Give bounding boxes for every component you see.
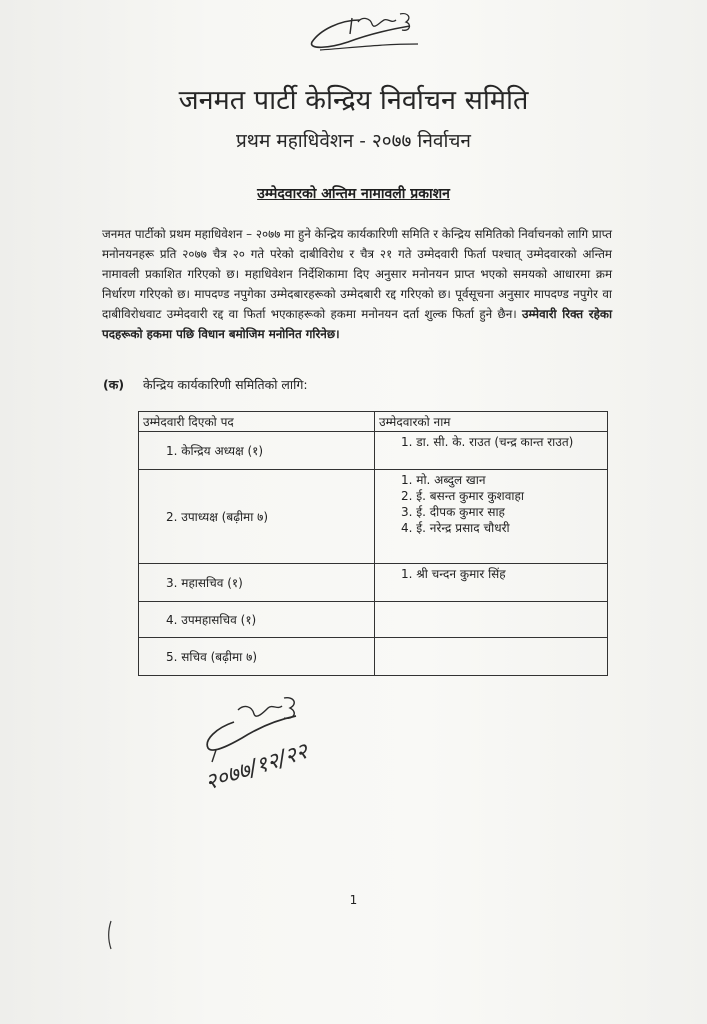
document-heading: उम्मेदवारको अन्तिम नामावली प्रकाशन: [257, 186, 450, 202]
margin-pen-mark-icon: [106, 920, 114, 950]
notice-paragraph: [102, 224, 612, 344]
table-row: [139, 602, 608, 638]
document-subtitle: प्रथम महाधिवेशन - २०७७ निर्वाचन: [236, 130, 471, 152]
table-row: [139, 470, 608, 564]
post-cell: 4. उपमहासचिव (१): [139, 602, 375, 638]
page-number: 1: [349, 893, 358, 907]
section-title: केन्द्रिय कार्यकारिणी समितिको लागि:: [143, 377, 308, 392]
candidate-table: [138, 411, 608, 676]
candidate-name: 3. ई. दीपक कुमार साह: [401, 505, 505, 519]
svg-text:२०७७/१२/२२: २०७७/१२/२२: [202, 739, 312, 796]
table-header-row: [139, 412, 608, 432]
names-cell: [375, 564, 608, 602]
post-cell: 3. महासचिव (१): [139, 564, 375, 602]
candidate-name: 2. ई. बसन्त कुमार कुशवाहा: [401, 489, 524, 503]
names-cell: [375, 638, 608, 676]
section-label: [103, 376, 308, 393]
post-cell: 1. केन्द्रिय अध्यक्ष (१): [139, 432, 375, 470]
names-cell: [375, 432, 608, 470]
paragraph-bold-text: उम्मेवारी रिक्त रहेका पदहरूको हकमा पछि विधान बमोजिम मनोनित गरिनेछ।: [102, 307, 613, 341]
document-title: जनमत पार्टी केन्द्रिय निर्वाचन समिति: [178, 85, 529, 116]
signature-date-icon: [168, 690, 328, 800]
paragraph-text: जनमत पार्टीको प्रथम महाधिवेशन – २०७७ मा हुने केन्द्रिय कार्यकारिणी समिति र केन्द्रिय समितिको निर्वाचनको लागि प्राप्त मनोनयनहरू प्रति २०७७ चैत्र २० गते परेको दाबीविरोध र चैत्र २१ गते उम्मेदवारी फिर्ता पश्चात् उम्मेदवारको अन्तिम नामावली प्रकाशित गरिएको छ। महाधिवेशन निर्देशिकामा दिए अनुसार मनोनयन प्राप्त भएको समयको आधारमा क्रम निर्धारण गरिएको छ। मापदण्ड नपुगेका उम्मेदबारहरूको उम्मेदबारी रद्द गरिएको छ। पूर्वसूचना अनुसार मापदण्ड नपुगेर वा दाबीविरोधवाट उम्मेदवारी रद्द वा फिर्ता भएकाहरूको हकमा मनोनयन दर्ता शुल्क फिर्ता हुने छैन।: [102, 227, 612, 321]
top-signature-icon: [300, 8, 430, 58]
candidate-name: 1. श्री चन्दन कुमार सिंह: [401, 567, 506, 581]
section-marker: (क): [103, 377, 125, 392]
table-row: [139, 638, 608, 676]
candidate-name: 4. ई. नरेन्द्र प्रसाद चौधरी: [401, 521, 510, 535]
table-row: [139, 564, 608, 602]
candidate-name: 1. डा. सी. के. राउत (चन्द्र कान्त राउत): [401, 435, 574, 449]
candidate-name: 1. मो. अब्दुल खान: [401, 473, 486, 487]
names-cell: [375, 470, 608, 564]
header-post: उम्मेदवारी दिएको पद: [139, 412, 375, 432]
post-cell: 5. सचिव (बढ़ीमा ७): [139, 638, 375, 676]
post-cell: 2. उपाध्यक्ष (बढ़ीमा ७): [139, 470, 375, 564]
header-candidate-name: उम्मेदवारको नाम: [375, 412, 608, 432]
names-cell: [375, 602, 608, 638]
table-row: [139, 432, 608, 470]
